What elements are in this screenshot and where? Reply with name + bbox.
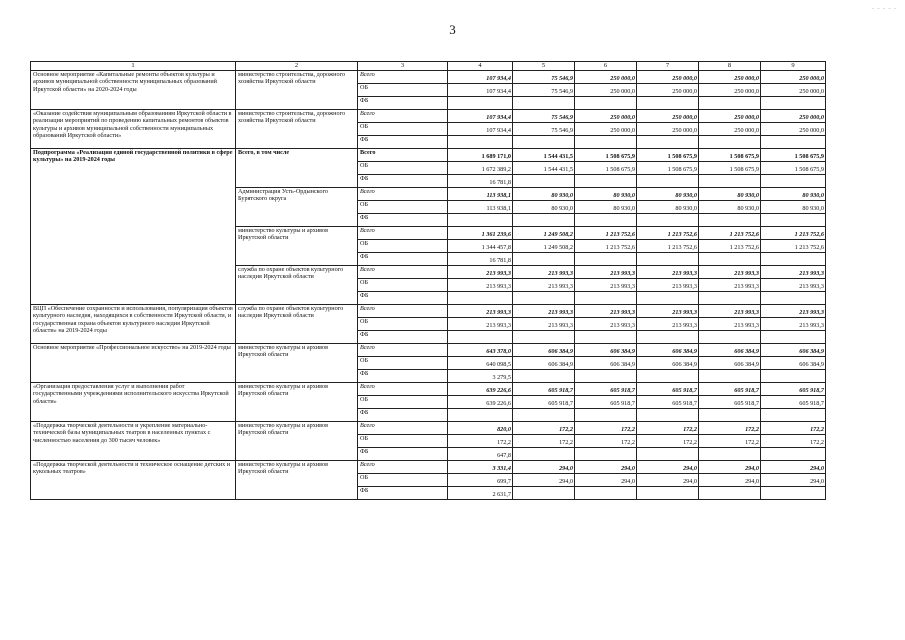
amount-cell: 250 000,0 [699,110,761,123]
amount-cell: 172,2 [513,435,575,448]
amount-cell [699,487,761,500]
amount-cell: 213 993,3 [761,279,826,292]
table-row [31,422,826,435]
amount-cell [513,292,575,305]
funding-source: ОБ [358,474,448,487]
amount-cell: 606 384,9 [761,344,826,357]
executor-name: министерство культуры и архивов Иркутской области [236,383,358,422]
amount-cell: 213 993,3 [448,305,513,318]
amount-cell [699,292,761,305]
amount-cell: 75 546,9 [513,110,575,123]
measure-name: ВЦП «Обеспечение сохранности и использования, популяризация объектов культурного наследия, находящихся в собственности Иркутской области, и государственная охрана объектов культурного наследия Иркутской области» на 2019-2024 годы [31,305,236,344]
amount-cell: 172,2 [637,422,699,435]
amount-cell: 213 993,3 [513,305,575,318]
amount-cell [699,97,761,110]
amount-cell: 213 993,3 [761,305,826,318]
amount-cell [761,175,826,188]
amount-cell: 3 331,4 [448,461,513,474]
funding-source: Всего [358,149,448,162]
amount-cell [637,292,699,305]
amount-cell: 250 000,0 [637,123,699,136]
amount-cell: 250 000,0 [699,84,761,97]
measure-name: «Организация предоставления услуг и выполнения работ государственными учреждениями исполнительского искусства Иркутской области» [31,383,236,422]
amount-cell: 213 993,3 [448,266,513,279]
amount-cell [513,97,575,110]
column-header: 2 [236,62,358,71]
funding-source: ОБ [358,318,448,331]
column-header: 7 [637,62,699,71]
amount-cell: 606 384,9 [513,357,575,370]
table-row [31,344,826,357]
funding-source: Всего [358,266,448,279]
amount-cell: 605 918,7 [761,396,826,409]
amount-cell: 213 993,3 [575,305,637,318]
funding-source: ФБ [358,370,448,383]
amount-cell: 250 000,0 [761,84,826,97]
amount-cell: 80 930,0 [513,201,575,214]
amount-cell: 294,0 [637,474,699,487]
measure-name: «Поддержка творческой деятельности и укрепление материально-технической базы муниципальных театров в населенных пунктах с численностью населения до 300 тысяч человек» [31,422,236,461]
amount-cell: 213 993,3 [448,318,513,331]
amount-cell [575,331,637,344]
amount-cell: 172,2 [513,422,575,435]
table-row [31,461,826,474]
amount-cell [699,214,761,227]
amount-cell: 213 993,3 [575,266,637,279]
amount-cell [575,253,637,266]
amount-cell: 80 930,0 [699,188,761,201]
amount-cell: 1 213 752,6 [761,227,826,240]
amount-cell [448,136,513,149]
amount-cell [637,97,699,110]
amount-cell [513,214,575,227]
amount-cell: 80 930,0 [513,188,575,201]
amount-cell [699,253,761,266]
amount-cell [513,370,575,383]
amount-cell [761,97,826,110]
funding-source: ФБ [358,175,448,188]
amount-cell [637,409,699,422]
amount-cell: 172,2 [699,435,761,448]
amount-cell: 605 918,7 [699,383,761,396]
amount-cell: 213 993,3 [699,318,761,331]
amount-cell: 1 249 508,2 [513,227,575,240]
amount-cell: 80 930,0 [761,188,826,201]
amount-cell: 250 000,0 [761,71,826,84]
table-row [31,149,826,162]
amount-cell [699,175,761,188]
amount-cell: 820,0 [448,422,513,435]
amount-cell [575,136,637,149]
amount-cell: 1 213 752,6 [637,227,699,240]
amount-cell: 1 213 752,6 [575,240,637,253]
amount-cell: 107 934,4 [448,110,513,123]
executor-name: министерство культуры и архивов Иркутской области [236,227,358,266]
funding-source: Всего [358,305,448,318]
amount-cell: 605 918,7 [637,396,699,409]
amount-cell [761,253,826,266]
amount-cell: 213 993,3 [513,279,575,292]
amount-cell: 605 918,7 [575,396,637,409]
amount-cell [448,292,513,305]
amount-cell: 250 000,0 [575,71,637,84]
funding-source: Всего [358,110,448,123]
funding-source: ФБ [358,409,448,422]
executor-name: служба по охране объектов культурного наследия Иркутской области [236,305,358,344]
amount-cell: 1 689 171,0 [448,149,513,162]
amount-cell: 699,7 [448,474,513,487]
amount-cell: 107 934,4 [448,71,513,84]
amount-cell: 1 213 752,6 [761,240,826,253]
amount-cell: 250 000,0 [575,123,637,136]
amount-cell [575,487,637,500]
column-header: 3 [358,62,448,71]
column-header: 5 [513,62,575,71]
amount-cell: 1 213 752,6 [637,240,699,253]
amount-cell [575,97,637,110]
amount-cell [513,136,575,149]
amount-cell [699,370,761,383]
funding-source: Всего [358,383,448,396]
amount-cell: 213 993,3 [637,305,699,318]
amount-cell: 294,0 [575,461,637,474]
executor-name: министерство культуры и архивов Иркутской области [236,461,358,500]
amount-cell [761,409,826,422]
amount-cell [637,175,699,188]
amount-cell [575,370,637,383]
funding-source: Всего [358,227,448,240]
column-header: 4 [448,62,513,71]
amount-cell: 250 000,0 [637,84,699,97]
funding-source: ФБ [358,487,448,500]
amount-cell: 250 000,0 [699,123,761,136]
amount-cell [513,253,575,266]
amount-cell: 294,0 [637,461,699,474]
amount-cell: 606 384,9 [699,344,761,357]
amount-cell: 1 508 675,9 [575,162,637,175]
amount-cell: 1 344 457,8 [448,240,513,253]
amount-cell: 605 918,7 [575,383,637,396]
amount-cell: 107 934,4 [448,84,513,97]
amount-cell: 3 279,5 [448,370,513,383]
amount-cell: 172,2 [699,422,761,435]
amount-cell: 213 993,3 [637,318,699,331]
amount-cell [448,331,513,344]
amount-cell: 294,0 [575,474,637,487]
amount-cell: 75 546,9 [513,71,575,84]
amount-cell: 16 781,8 [448,175,513,188]
amount-cell: 1 249 508,2 [513,240,575,253]
amount-cell: 250 000,0 [637,110,699,123]
amount-cell [575,214,637,227]
amount-cell: 639 226,6 [448,396,513,409]
amount-cell [637,253,699,266]
amount-cell: 294,0 [761,474,826,487]
funding-source: ОБ [358,396,448,409]
executor-name: министерство строительства, дорожного хозяйства Иркутской области [236,71,358,110]
amount-cell: 1 508 675,9 [699,149,761,162]
amount-cell: 113 938,1 [448,201,513,214]
amount-cell [761,448,826,461]
amount-cell: 606 384,9 [699,357,761,370]
amount-cell: 172,2 [575,435,637,448]
amount-cell: 213 993,3 [513,266,575,279]
funding-source: ФБ [358,97,448,110]
column-header: 8 [699,62,761,71]
amount-cell [513,487,575,500]
amount-cell: 605 918,7 [761,383,826,396]
amount-cell: 606 384,9 [575,357,637,370]
column-header: 1 [31,62,236,71]
amount-cell [637,487,699,500]
measure-name: Основное мероприятие «Капитальные ремонты объектов культуры и архивов муниципальной собственности муниципальных образований Иркутской области» на 2020-2024 годы [31,71,236,110]
funding-source: ФБ [358,331,448,344]
amount-cell: 213 993,3 [699,266,761,279]
funding-source: ОБ [358,240,448,253]
amount-cell: 80 930,0 [575,201,637,214]
amount-cell [637,448,699,461]
table-row [31,383,826,396]
amount-cell: 639 226,6 [448,383,513,396]
amount-cell [761,214,826,227]
amount-cell: 647,8 [448,448,513,461]
funding-source: ФБ [358,448,448,461]
funding-source: ОБ [358,84,448,97]
funding-source: Всего [358,188,448,201]
amount-cell: 605 918,7 [513,383,575,396]
amount-cell [513,175,575,188]
amount-cell: 643 378,0 [448,344,513,357]
amount-cell [637,331,699,344]
amount-cell [575,409,637,422]
amount-cell [761,136,826,149]
amount-cell: 294,0 [699,474,761,487]
amount-cell: 605 918,7 [699,396,761,409]
funding-source: ФБ [358,136,448,149]
amount-cell: 606 384,9 [637,357,699,370]
amount-cell: 75 546,9 [513,123,575,136]
amount-cell: 80 930,0 [761,201,826,214]
funding-source: ФБ [358,214,448,227]
amount-cell: 213 993,3 [761,266,826,279]
table-row [31,110,826,123]
amount-cell: 250 000,0 [761,123,826,136]
amount-cell: 250 000,0 [699,71,761,84]
amount-cell: 172,2 [637,435,699,448]
amount-cell: 213 993,3 [513,318,575,331]
amount-cell: 1 213 752,6 [699,227,761,240]
amount-cell: 80 930,0 [575,188,637,201]
amount-cell: 213 993,3 [761,318,826,331]
amount-cell: 605 918,7 [637,383,699,396]
column-header: 6 [575,62,637,71]
amount-cell: 1 508 675,9 [637,149,699,162]
amount-cell: 1 508 675,9 [761,149,826,162]
amount-cell: 1 361 239,6 [448,227,513,240]
amount-cell [575,175,637,188]
page-number: 3 [449,22,456,37]
amount-cell [637,370,699,383]
executor-name: министерство строительства, дорожного хозяйства Иркутской области [236,110,358,149]
executor-name: Администрация Усть-Ордынского Бурятского округа [236,188,358,227]
executor-name: министерство культуры и архивов Иркутской области [236,344,358,383]
table-row [31,71,826,84]
amount-cell [699,331,761,344]
amount-cell: 294,0 [699,461,761,474]
header-row [31,62,826,71]
amount-cell: 16 781,8 [448,253,513,266]
amount-cell: 213 993,3 [637,266,699,279]
amount-cell [699,448,761,461]
amount-cell: 80 930,0 [637,201,699,214]
amount-cell: 113 938,1 [448,188,513,201]
funding-source: ОБ [358,357,448,370]
executor-name: Всего, в том числе [236,149,358,188]
funding-source: Всего [358,422,448,435]
amount-cell: 213 993,3 [637,279,699,292]
amount-cell: 1 508 675,9 [761,162,826,175]
amount-cell: 213 993,3 [699,279,761,292]
amount-cell: 1 544 431,5 [513,149,575,162]
amount-cell: 606 384,9 [637,344,699,357]
amount-cell: 213 993,3 [699,305,761,318]
amount-cell: 75 546,9 [513,84,575,97]
amount-cell: 1 672 389,2 [448,162,513,175]
budget-table [30,61,826,500]
amount-cell [761,292,826,305]
amount-cell [513,448,575,461]
amount-cell: 80 930,0 [637,188,699,201]
amount-cell [575,292,637,305]
amount-cell: 172,2 [761,435,826,448]
amount-cell: 1 213 752,6 [699,240,761,253]
column-header: 9 [761,62,826,71]
amount-cell [637,214,699,227]
amount-cell [761,331,826,344]
amount-cell: 250 000,0 [575,84,637,97]
amount-cell: 1 508 675,9 [575,149,637,162]
amount-cell: 1 544 431,5 [513,162,575,175]
amount-cell: 172,2 [761,422,826,435]
amount-cell: 640 098,5 [448,357,513,370]
amount-cell [448,409,513,422]
amount-cell [699,136,761,149]
measure-name: Подпрограмма «Реализация единой государственной политики в сфере культуры» на 2019-2024 годы [31,149,236,305]
amount-cell: 172,2 [575,422,637,435]
amount-cell [448,97,513,110]
funding-source: ОБ [358,162,448,175]
amount-cell: 606 384,9 [575,344,637,357]
amount-cell: 605 918,7 [513,396,575,409]
funding-source: ФБ [358,253,448,266]
funding-source: ОБ [358,123,448,136]
amount-cell [448,214,513,227]
amount-cell: 1 508 675,9 [637,162,699,175]
amount-cell: 213 993,3 [575,279,637,292]
amount-cell: 213 993,3 [448,279,513,292]
amount-cell: 80 930,0 [699,201,761,214]
amount-cell: 250 000,0 [637,71,699,84]
executor-name: служба по охране объектов культурного наследия Иркутской области [236,266,358,305]
measure-name: «Поддержка творческой деятельности и техническое оснащение детских и кукольных театров» [31,461,236,500]
amount-cell: 107 934,4 [448,123,513,136]
amount-cell [575,448,637,461]
funding-source: ОБ [358,435,448,448]
amount-cell [637,136,699,149]
amount-cell: 2 631,7 [448,487,513,500]
amount-cell: 250 000,0 [575,110,637,123]
amount-cell [699,409,761,422]
funding-source: Всего [358,344,448,357]
amount-cell: 213 993,3 [575,318,637,331]
table-row [31,305,826,318]
funding-source: ОБ [358,279,448,292]
executor-name: министерство культуры и архивов Иркутской области [236,422,358,461]
amount-cell: 1 213 752,6 [575,227,637,240]
amount-cell: 606 384,9 [513,344,575,357]
measure-name: «Оказание содействия муниципальным образованиям Иркутской области в реализации мероприятий по проведению капитальных ремонтов объектов культуры и архивов муниципальной собственности муниципальных образований Иркутской области» [31,110,236,149]
funding-source: Всего [358,461,448,474]
amount-cell: 606 384,9 [761,357,826,370]
amount-cell: 294,0 [761,461,826,474]
corner-mark: - - - - - [872,6,897,12]
funding-source: ФБ [358,292,448,305]
amount-cell: 294,0 [513,461,575,474]
amount-cell [761,370,826,383]
amount-cell: 1 508 675,9 [699,162,761,175]
amount-cell: 172,2 [448,435,513,448]
amount-cell [513,331,575,344]
amount-cell: 250 000,0 [761,110,826,123]
funding-source: Всего [358,71,448,84]
funding-source: ОБ [358,201,448,214]
amount-cell: 294,0 [513,474,575,487]
amount-cell [513,409,575,422]
measure-name: Основное мероприятие «Профессиональное искусство» на 2019-2024 годы [31,344,236,383]
amount-cell [761,487,826,500]
